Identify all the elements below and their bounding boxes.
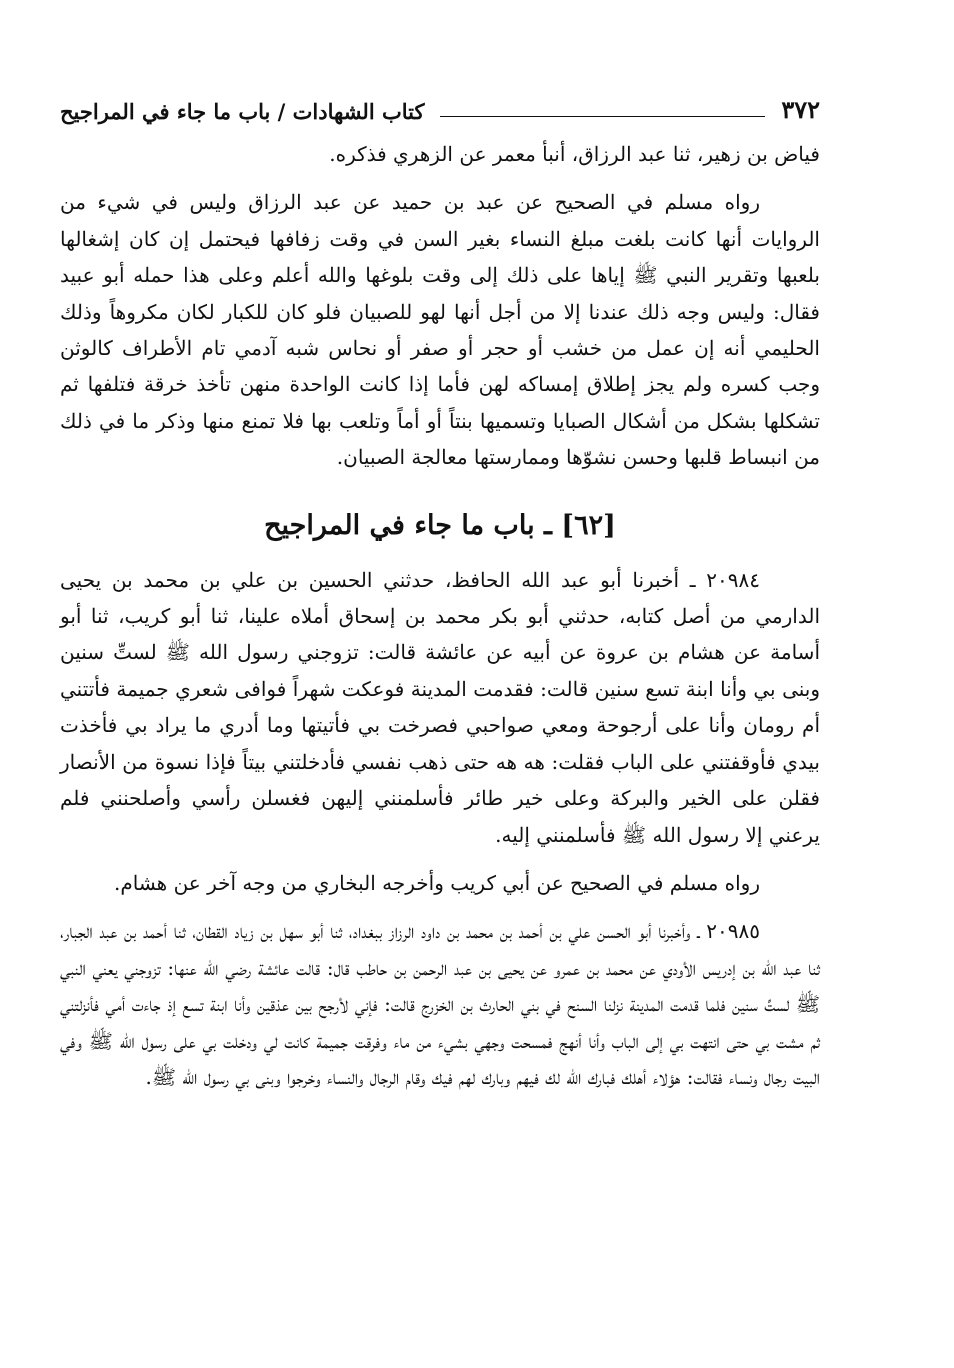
header-rule xyxy=(440,116,765,117)
paragraph-commentary: رواه مسلم في الصحيح عن عبد بن حميد عن عبد الرزاق وليس في شيء من الروايات أنها كانت بلغت مبلغ النساء بغير السن في وقت زفافها فيحتمل إن كان إشغالها بلعبها وتقرير النبي ﷺ إياها على ذلك إلى وقت بلوغها والله أعلم وعلى هذا حمله أبو عبيد فقال: وليس وجه ذلك عندنا إلا من أجل أنها لهو للصبيان فلو كان للكبار لكان مكروهاً وذلك الحليمي أنه إن عمل من خشب أو حجر أو صفر أو نحاس شبه آدمي تام الأطراف كالوثن وجب كسره ولم يجز إطلاق إمساكه لهن فأما إذا كانت الواحدة منهن تأخذ خرقة فتلفها ثم تشكلها بشكل من أشكال الصبايا وتسميها بنتاً أو أماً وتلعب بها فلا تمنع منها وذكر ما في ذلك من انبساط قلبها وحسن نشوّها وممارستها معالجة الصبيان. xyxy=(60,190,820,470)
paragraph-continuation: فياض بن زهير، ثنا عبد الرزاق، أنبأ معمر عن الزهري فذكره. xyxy=(329,142,820,166)
book-page xyxy=(60,78,820,1095)
page-content xyxy=(60,136,820,1095)
running-head xyxy=(60,78,820,122)
running-head-title: كتاب الشهادات / باب ما جاء في المراجيح xyxy=(60,99,425,124)
page-number: ٣٧٢ xyxy=(781,95,820,124)
hadith-20985: ٢٠٩٨٥ ـ وأخبرنا أبو الحسن علي بن أحمد بن محمد بن داود الرزاز ببغداد، ثنا أبو سهل بن زياد القطان، ثنا أحمد بن عبد الجبار، ثنا عبد الله بن إدريس الأودي عن محمد بن عمرو عن يحيى بن عبد الرحمن بن حاطب قال: قالت عائشة رضي الله عنها: تزوجني يعني النبي ﷺ لستِّ سنين فلما قدمت المدينة نزلنا السنح في بني الحارث بن الخزرج قالت: فإني لأرجح بين عذقين وأنا ابنة تسع إذ جاءت أمي فأنزلتني ثم مشت بي حتى انتهت بي إلى الباب وأنا أنهج فمسحت وجهي بشيء من ماء وفرقت جميمة كانت لي ودخلت بي على رسول الله ﷺ وفي البيت رجال ونساء فقالت: هؤلاء أهلك فبارك الله لك فيهم وبارك لهم فيك وقام الرجال والنساء وخرجوا وبنى بي رسول الله ﷺ. xyxy=(60,919,820,1089)
chapter-heading: [٦٢] ـ باب ما جاء في المراجيح xyxy=(264,509,616,541)
paragraph-attribution: رواه مسلم في الصحيح عن أبي كريب وأخرجه البخاري من وجه آخر عن هشام. xyxy=(114,870,760,895)
hadith-20984: ٢٠٩٨٤ ـ أخبرنا أبو عبد الله الحافظ، حدثني الحسين بن علي بن محمد بن يحيى الدارمي من أصل كتابه، حدثني أبو بكر محمد بن إسحاق أملاه علينا، ثنا أبو كريب، ثنا أبو أسامة عن هشام بن عروة عن أبيه عن عائشة قالت: تزوجني رسول الله ﷺ لستِّ سنين وبنى بي وأنا ابنة تسع سنين قالت: فقدمت المدينة فوعكت شهراً فوافى شعري جميمة فأتتني أم رومان وأنا على أرجوحة ومعي صواحبي فصرخت بي فأتيتها وما أدري ما يراد بي فأخذت بيدي فأوقفتني على الباب فقلت: هه هه حتى ذهب نفسي فأدخلتني بيتاً فإذا نسوة من الأنصار فقلن على الخير والبركة وعلى خير طائر فأسلمنني إليهن فغسلن رأسي وأصلحنني فلم يرعني إلا رسول الله ﷺ فأسلمنني إليه. xyxy=(60,567,820,847)
